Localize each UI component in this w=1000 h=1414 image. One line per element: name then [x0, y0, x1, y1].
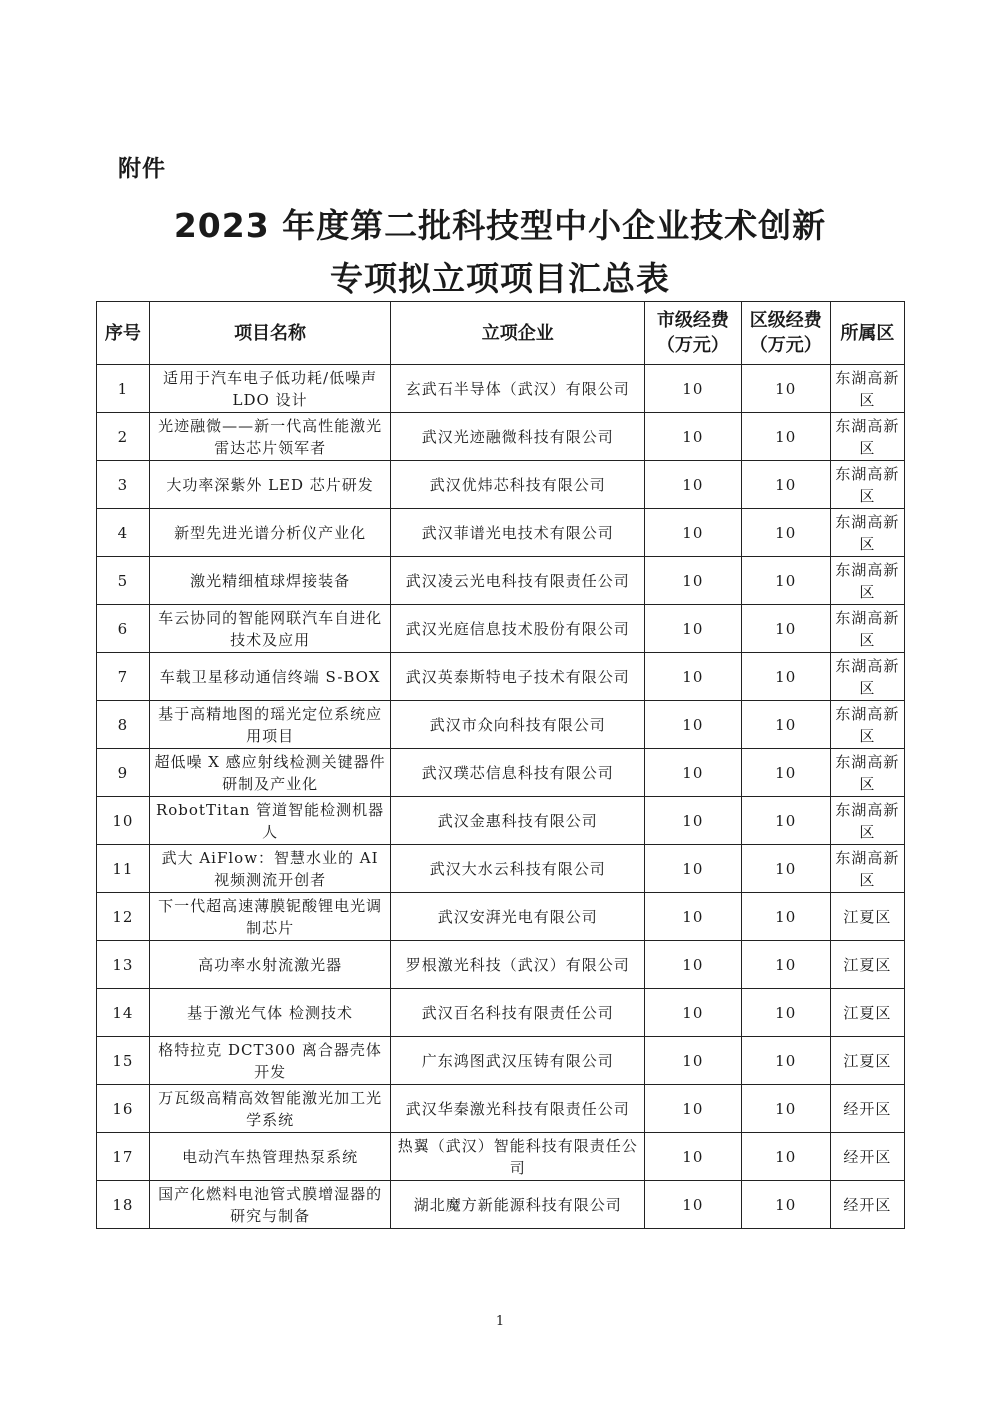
cell-company: 武汉璞芯信息科技有限公司	[391, 749, 645, 797]
table-row	[97, 653, 905, 701]
cell-city-fund: 10	[645, 845, 741, 893]
cell-project-name: 万瓦级高精高效智能激光加工光学系统	[149, 1085, 391, 1133]
cell-project-name: 激光精细植球焊接装备	[149, 557, 391, 605]
cell-district-fund: 10	[741, 701, 830, 749]
cell-district: 东湖高新区	[830, 365, 904, 413]
table-row	[97, 941, 905, 989]
header-city-fund-line2: （万元）	[656, 335, 729, 356]
cell-district: 经开区	[830, 1181, 904, 1229]
cell-project-name: 光迹融微——新一代高性能激光雷达芯片领军者	[149, 413, 391, 461]
cell-seq: 18	[97, 1181, 150, 1229]
table-row	[97, 989, 905, 1037]
cell-seq: 4	[97, 509, 150, 557]
cell-district-fund: 10	[741, 1037, 830, 1085]
cell-seq: 11	[97, 845, 150, 893]
cell-city-fund: 10	[645, 1133, 741, 1181]
table-row	[97, 557, 905, 605]
cell-district-fund: 10	[741, 1085, 830, 1133]
cell-district: 东湖高新区	[830, 653, 904, 701]
document-title-line-1: 2023 年度第二批科技型中小企业技术创新	[173, 206, 827, 245]
cell-project-name: 大功率深紫外 LED 芯片研发	[149, 461, 391, 509]
cell-district-fund: 10	[741, 365, 830, 413]
cell-seq: 16	[97, 1085, 150, 1133]
table-row	[97, 1181, 905, 1229]
cell-company: 武汉大水云科技有限公司	[391, 845, 645, 893]
cell-district-fund: 10	[741, 1181, 830, 1229]
cell-district-fund: 10	[741, 653, 830, 701]
cell-seq: 8	[97, 701, 150, 749]
cell-district: 东湖高新区	[830, 845, 904, 893]
cell-district: 东湖高新区	[830, 605, 904, 653]
cell-district: 东湖高新区	[830, 413, 904, 461]
header-district-fund-line2: （万元）	[749, 335, 822, 356]
cell-district-fund: 10	[741, 845, 830, 893]
cell-seq: 15	[97, 1037, 150, 1085]
cell-city-fund: 10	[645, 1085, 741, 1133]
table-row	[97, 701, 905, 749]
cell-company: 武汉菲谱光电技术有限公司	[391, 509, 645, 557]
cell-city-fund: 10	[645, 941, 741, 989]
cell-company: 武汉光迹融微科技有限公司	[391, 413, 645, 461]
cell-city-fund: 10	[645, 749, 741, 797]
header-city-fund	[645, 302, 741, 365]
cell-city-fund: 10	[645, 893, 741, 941]
header-seq: 序号	[97, 302, 150, 365]
cell-company: 罗根激光科技（武汉）有限公司	[391, 941, 645, 989]
cell-district-fund: 10	[741, 941, 830, 989]
cell-project-name: 适用于汽车电子低功耗/低噪声 LDO 设计	[149, 365, 391, 413]
cell-project-name: 新型先进光谱分析仪产业化	[149, 509, 391, 557]
table-row	[97, 1133, 905, 1181]
cell-project-name: 下一代超高速薄膜铌酸锂电光调制芯片	[149, 893, 391, 941]
cell-city-fund: 10	[645, 605, 741, 653]
cell-city-fund: 10	[645, 365, 741, 413]
cell-district: 江夏区	[830, 941, 904, 989]
header-district-fund-line1: 区级经费	[749, 310, 822, 331]
cell-district: 经开区	[830, 1085, 904, 1133]
cell-company: 湖北魔方新能源科技有限公司	[391, 1181, 645, 1229]
cell-seq: 6	[97, 605, 150, 653]
cell-company: 武汉安湃光电有限公司	[391, 893, 645, 941]
cell-district-fund: 10	[741, 797, 830, 845]
cell-seq: 1	[97, 365, 150, 413]
table-row	[97, 413, 905, 461]
cell-city-fund: 10	[645, 797, 741, 845]
table-header-row	[97, 302, 905, 365]
header-district: 所属区	[830, 302, 904, 365]
cell-district: 江夏区	[830, 1037, 904, 1085]
cell-district: 东湖高新区	[830, 461, 904, 509]
cell-city-fund: 10	[645, 701, 741, 749]
cell-seq: 10	[97, 797, 150, 845]
cell-city-fund: 10	[645, 1037, 741, 1085]
cell-seq: 7	[97, 653, 150, 701]
cell-district-fund: 10	[741, 893, 830, 941]
table-row	[97, 893, 905, 941]
cell-city-fund: 10	[645, 989, 741, 1037]
project-summary-table	[96, 301, 905, 1229]
cell-district-fund: 10	[741, 1133, 830, 1181]
table-row	[97, 749, 905, 797]
cell-project-name: RobotTitan 管道智能检测机器人	[149, 797, 391, 845]
cell-project-name: 电动汽车热管理热泵系统	[149, 1133, 391, 1181]
cell-city-fund: 10	[645, 461, 741, 509]
cell-company: 武汉凌云光电科技有限责任公司	[391, 557, 645, 605]
cell-company: 玄武石半导体（武汉）有限公司	[391, 365, 645, 413]
cell-project-name: 车云协同的智能网联汽车自进化技术及应用	[149, 605, 391, 653]
cell-company: 武汉光庭信息技术股份有限公司	[391, 605, 645, 653]
cell-project-name: 武大 AiFlow：智慧水业的 AI 视频测流开创者	[149, 845, 391, 893]
cell-company: 武汉英泰斯特电子技术有限公司	[391, 653, 645, 701]
cell-city-fund: 10	[645, 413, 741, 461]
cell-seq: 9	[97, 749, 150, 797]
cell-project-name: 格特拉克 DCT300 离合器壳体开发	[149, 1037, 391, 1085]
cell-district: 东湖高新区	[830, 557, 904, 605]
cell-project-name: 超低噪 X 感应射线检测关键器件研制及产业化	[149, 749, 391, 797]
attachment-label: 附件	[118, 156, 166, 182]
table-row	[97, 365, 905, 413]
cell-company: 广东鸿图武汉压铸有限公司	[391, 1037, 645, 1085]
cell-company: 武汉市众向科技有限公司	[391, 701, 645, 749]
cell-company: 武汉优炜芯科技有限公司	[391, 461, 645, 509]
cell-city-fund: 10	[645, 557, 741, 605]
cell-project-name: 国产化燃料电池管式膜增湿器的研究与制备	[149, 1181, 391, 1229]
cell-district-fund: 10	[741, 557, 830, 605]
cell-company: 热翼（武汉）智能科技有限责任公司	[391, 1133, 645, 1181]
cell-district: 经开区	[830, 1133, 904, 1181]
cell-city-fund: 10	[645, 653, 741, 701]
cell-project-name: 基于激光气体 检测技术	[149, 989, 391, 1037]
cell-district: 东湖高新区	[830, 509, 904, 557]
cell-seq: 12	[97, 893, 150, 941]
table-row	[97, 509, 905, 557]
cell-seq: 14	[97, 989, 150, 1037]
header-district-fund	[741, 302, 830, 365]
cell-district-fund: 10	[741, 509, 830, 557]
page-number: 1	[495, 1314, 505, 1329]
table-row	[97, 797, 905, 845]
header-company: 立项企业	[391, 302, 645, 365]
cell-city-fund: 10	[645, 509, 741, 557]
cell-district-fund: 10	[741, 605, 830, 653]
cell-district: 江夏区	[830, 893, 904, 941]
cell-project-name: 基于高精地图的瑶光定位系统应用项目	[149, 701, 391, 749]
cell-district-fund: 10	[741, 461, 830, 509]
table-body	[97, 365, 905, 1229]
cell-district: 江夏区	[830, 989, 904, 1037]
cell-district: 东湖高新区	[830, 749, 904, 797]
table-row	[97, 845, 905, 893]
cell-district-fund: 10	[741, 989, 830, 1037]
cell-company: 武汉华秦激光科技有限责任公司	[391, 1085, 645, 1133]
cell-district-fund: 10	[741, 749, 830, 797]
table-row	[97, 461, 905, 509]
cell-district: 东湖高新区	[830, 797, 904, 845]
cell-seq: 13	[97, 941, 150, 989]
header-city-fund-line1: 市级经费	[656, 310, 729, 331]
cell-seq: 3	[97, 461, 150, 509]
table-row	[97, 1085, 905, 1133]
cell-district-fund: 10	[741, 413, 830, 461]
document-title-line-2: 专项拟立项项目汇总表	[330, 259, 670, 298]
header-project-name: 项目名称	[149, 302, 391, 365]
table-row	[97, 605, 905, 653]
cell-seq: 2	[97, 413, 150, 461]
cell-seq: 5	[97, 557, 150, 605]
cell-city-fund: 10	[645, 1181, 741, 1229]
cell-district: 东湖高新区	[830, 701, 904, 749]
table-row	[97, 1037, 905, 1085]
cell-seq: 17	[97, 1133, 150, 1181]
cell-company: 武汉百名科技有限责任公司	[391, 989, 645, 1037]
cell-project-name: 高功率水射流激光器	[149, 941, 391, 989]
cell-company: 武汉金惠科技有限公司	[391, 797, 645, 845]
cell-project-name: 车载卫星移动通信终端 S-BOX	[149, 653, 391, 701]
